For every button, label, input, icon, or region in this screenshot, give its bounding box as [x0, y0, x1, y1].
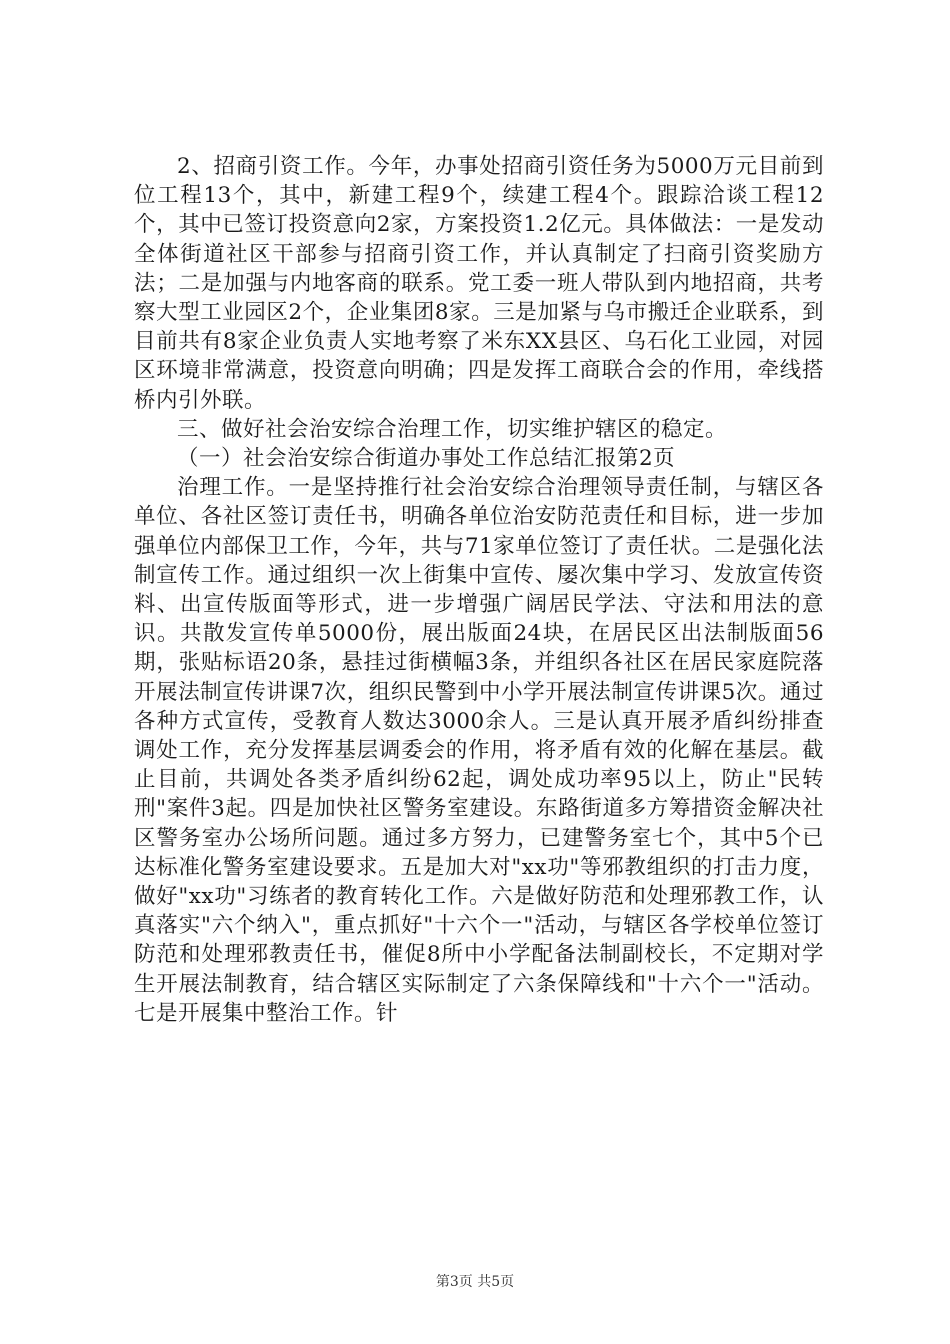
paragraph-governance: 治理工作。一是坚持推行社会治安综合治理领导责任制，与辖区各单位、各社区签订责任书，明确各单位治安防范责任和目标，进一步加强单位内部保卫工作，今年，共与71家单位签订了责任状。二是强化法制宣传工作。通过组织一次上街集中宣传、屡次集中学习、发放宣传资料、出宣传版面等形式，进一步增强广阔居民学法、守法和用法的意识。共散发宣传单5000份，展出版面24块，在居民区出法制版面56期，张贴标语20条，悬挂过街横幅3条，并组织各社区在居民家庭院落开展法制宣传讲课7次，组织民警到中小学开展法制宣传讲课5次。通过各种方式宣传，受教育人数达3000余人。三是认真开展矛盾纠纷排查调处工作，充分发挥基层调委会的作用，将矛盾有效的化解在基层。截止目前，共调处各类矛盾纠纷62起，调处成功率95以上，防止"民转刑"案件3起。四是加快社区警务室建设。东路街道多方筹措资金解决社区警务室办公场所问题。通过多方努力，已建警务室七个，其中5个已达标准化警务室建设要求。五是加大对"xx功"等邪教组织的打击力度，做好"xx功"习练者的教育转化工作。六是做好防范和处理邪教工作，认真落实"六个纳入"，重点抓好"十六个一"活动，与辖区各学校单位签订防范和处理邪教责任书，催促8所中小学配备法制副校长，不定期对学生开展法制教育，结合辖区实际制定了六条保障线和"十六个一"活动。七是开展集中整治工作。针: [134, 475, 824, 1026]
page-number-footer: 第3页 共5页: [435, 1274, 515, 1290]
paragraph-investment: 2、招商引资工作。今年，办事处招商引资任务为5000万元目前到位工程13个，其中，新建工程9个，续建工程4个。跟踪洽谈工程12个，其中已签订投资意向2家，方案投资1.2亿元。具体做法：一是发动全体街道社区干部参与招商引资工作，并认真制定了扫商引资奖励方法；二是加强与内地客商的联系。党工委一班人带队到内地招商，共考察大型工业园区2个，企业集团8家。三是加紧与乌市搬迁企业联系，到目前共有8家企业负责人实地考察了米东XX县区、乌石化工业园，对园区环境非常满意，投资意向明确；四是发挥工商联合会的作用，牵线搭桥内引外联。: [134, 154, 824, 413]
section-heading-public-security: 三、做好社会治安综合治理工作，切实维护辖区的稳定。: [177, 416, 728, 442]
document-body: [134, 152, 824, 1028]
subsection-heading: （一）社会治安综合街道办事处工作总结汇报第2页: [177, 446, 676, 472]
